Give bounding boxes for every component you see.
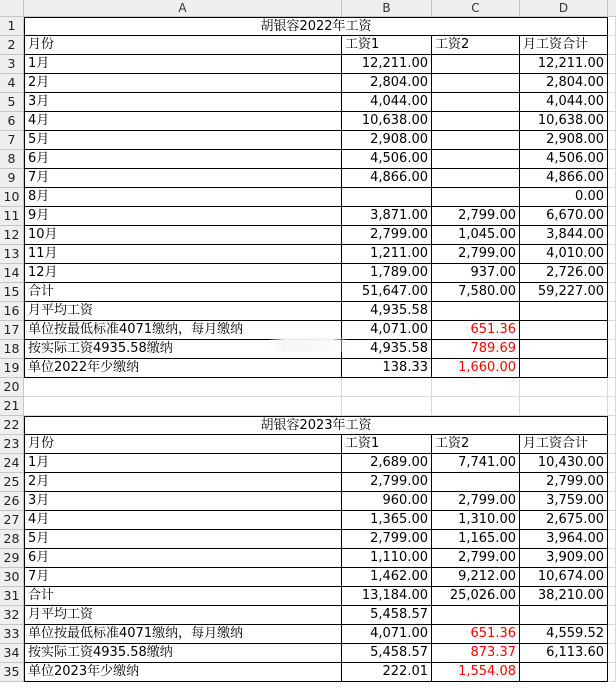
cell-salary1[interactable]: 2,804.00 [342,74,432,93]
empty-cell[interactable] [520,397,608,416]
table-header-row-2023 [24,435,616,454]
header-month-total[interactable]: 月工资合计 [520,435,608,454]
cell-e[interactable] [608,302,616,321]
cell-e[interactable] [608,359,616,378]
row-header[interactable]: 8 [0,150,24,169]
cell-e[interactable] [608,207,616,226]
table-row [24,150,616,169]
cell-e[interactable] [608,36,616,55]
column-header-b[interactable]: B [342,0,432,17]
cell-average-label[interactable]: 月平均工资 [24,302,342,321]
cell-e[interactable] [608,511,616,530]
table-row [24,131,616,150]
cell-actual-payment[interactable]: 789.69 [432,340,520,359]
table-row-min-standard-2022 [24,321,616,340]
cell-actual-base[interactable]: 4,935.58 [342,340,432,359]
row-header[interactable]: 17 [0,321,24,340]
cell-min-standard-payment[interactable]: 651.36 [432,625,520,644]
cell-e[interactable] [608,473,616,492]
cell-month-total[interactable] [520,340,608,359]
cell-month-total[interactable]: 3,909.00 [520,549,608,568]
row-header[interactable]: 33 [0,625,24,644]
table-row [24,511,616,530]
table-row [24,492,616,511]
table-row [24,207,616,226]
cell-salary1[interactable]: 960.00 [342,492,432,511]
column-header-c[interactable]: C [432,0,520,17]
row-header[interactable]: 23 [0,435,24,454]
cell-salary1-total[interactable]: 13,184.00 [342,587,432,606]
row-header[interactable]: 30 [0,568,24,587]
cell-average-value[interactable]: 5,458.57 [342,606,432,625]
select-all-corner[interactable] [0,0,24,17]
table-row [24,530,616,549]
cell-e[interactable] [608,264,616,283]
cell-month-total[interactable]: 4,010.00 [520,245,608,264]
empty-cell[interactable] [520,378,608,397]
header-month[interactable]: 月份 [24,435,342,454]
cell-e[interactable] [608,606,616,625]
cell-month[interactable]: 6月 [24,150,342,169]
table-header-row-2022 [24,36,616,55]
empty-row [24,397,616,416]
cell-salary2[interactable] [432,93,520,112]
cell-e[interactable] [608,283,616,302]
cell-month-total[interactable]: 10,638.00 [520,112,608,131]
cell-salary2[interactable]: 1,165.00 [432,530,520,549]
table-row [24,549,616,568]
row-header[interactable]: 34 [0,644,24,663]
cell-salary1[interactable]: 1,462.00 [342,568,432,587]
cell-e[interactable] [608,150,616,169]
cell-month[interactable]: 4月 [24,511,342,530]
row-header[interactable]: 21 [0,397,24,416]
cell-month-total[interactable]: 3,759.00 [520,492,608,511]
column-header-e[interactable] [608,0,616,17]
cell-month[interactable]: 1月 [24,55,342,74]
row-header[interactable]: 16 [0,302,24,321]
cell-total-label[interactable]: 合计 [24,283,342,302]
cell-month[interactable]: 4月 [24,112,342,131]
cell-e[interactable] [608,340,616,359]
cell-e[interactable] [608,625,616,644]
cell-shortfall-total[interactable]: 1,554.08 [432,663,520,682]
cell-salary1[interactable] [342,188,432,207]
cell-e[interactable] [608,188,616,207]
cell-salary1[interactable]: 12,211.00 [342,55,432,74]
empty-cell[interactable] [342,378,432,397]
cell-salary2[interactable] [432,55,520,74]
row-header[interactable]: 10 [0,188,24,207]
empty-cell[interactable] [608,378,616,397]
cell-grand-total[interactable]: 38,210.00 [520,587,608,606]
table-row [24,169,616,188]
cell-actual-base[interactable]: 5,458.57 [342,644,432,663]
cell-salary1[interactable]: 1,789.00 [342,264,432,283]
cell-e[interactable] [608,644,616,663]
cell-e[interactable] [608,416,616,435]
table-row [24,55,616,74]
cell-e[interactable] [608,663,616,682]
cell-salary2[interactable] [432,606,520,625]
cell-e[interactable] [608,93,616,112]
cell-month-total[interactable] [520,359,608,378]
cell-salary1[interactable]: 3,871.00 [342,207,432,226]
cell-actual-total[interactable]: 6,113.60 [520,644,608,663]
cell-e[interactable] [608,587,616,606]
header-month-total[interactable]: 月工资合计 [520,36,608,55]
cell-salary1-total[interactable]: 51,647.00 [342,283,432,302]
cell-salary2[interactable]: 9,212.00 [432,568,520,587]
cell-e[interactable] [608,549,616,568]
cell-min-standard-total[interactable]: 4,559.52 [520,625,608,644]
cell-salary2[interactable]: 7,741.00 [432,454,520,473]
cell-salary2[interactable] [432,302,520,321]
cell-month[interactable]: 7月 [24,169,342,188]
row-header[interactable]: 2 [0,36,24,55]
cell-salary1[interactable]: 2,908.00 [342,131,432,150]
cell-month-total[interactable]: 10,430.00 [520,454,608,473]
table-row [24,568,616,587]
row-header[interactable]: 24 [0,454,24,473]
header-salary1[interactable]: 工资1 [342,435,432,454]
cell-total-label[interactable]: 合计 [24,587,342,606]
cell-salary1[interactable]: 1,365.00 [342,511,432,530]
cell-month[interactable]: 7月 [24,568,342,587]
table-row-actual-2023 [24,644,616,663]
cell-month[interactable]: 6月 [24,549,342,568]
row-header[interactable]: 35 [0,663,24,682]
cell-salary1[interactable]: 2,799.00 [342,226,432,245]
cell-salary1[interactable]: 4,506.00 [342,150,432,169]
cell-salary2[interactable] [432,74,520,93]
cell-salary1[interactable]: 2,799.00 [342,473,432,492]
cell-e[interactable] [608,435,616,454]
cell-actual-label[interactable]: 按实际工资4935.58缴纳 [24,644,342,663]
cell-month[interactable]: 5月 [24,131,342,150]
cell-salary2[interactable]: 2,799.00 [432,492,520,511]
cell-month-total[interactable]: 10,674.00 [520,568,608,587]
table-row [24,264,616,283]
cell-month-total[interactable] [520,663,608,682]
cell-actual-payment[interactable]: 873.37 [432,644,520,663]
header-salary1[interactable]: 工资1 [342,36,432,55]
cell-e[interactable] [608,131,616,150]
table-row [24,74,616,93]
cell-month-total[interactable]: 4,866.00 [520,169,608,188]
row-header[interactable]: 1 [0,17,24,36]
cell-salary2[interactable]: 2,799.00 [432,245,520,264]
cell-min-standard-base[interactable]: 4,071.00 [342,321,432,340]
header-salary2[interactable]: 工资2 [432,435,520,454]
cell-salary2-total[interactable]: 25,026.00 [432,587,520,606]
empty-cell[interactable] [432,378,520,397]
cell-salary2[interactable]: 2,799.00 [432,549,520,568]
cell-month-total[interactable] [520,606,608,625]
cell-salary2[interactable] [432,473,520,492]
cell-shortfall-monthly[interactable]: 138.33 [342,359,432,378]
cell-e[interactable] [608,55,616,74]
cell-salary1[interactable]: 1,110.00 [342,549,432,568]
row-header[interactable]: 3 [0,55,24,74]
row-header[interactable]: 7 [0,131,24,150]
cell-month-total[interactable] [520,321,608,340]
table-row [24,473,616,492]
empty-cell[interactable] [608,397,616,416]
cell-e[interactable] [608,245,616,264]
cell-month[interactable]: 10月 [24,226,342,245]
table-row [24,112,616,131]
row-header[interactable]: 26 [0,492,24,511]
row-header[interactable]: 22 [0,416,24,435]
cell-min-standard-label[interactable]: 单位按最低标准4071缴纳，每月缴纳 [24,625,342,644]
cell-shortfall-label[interactable]: 单位2023年少缴纳 [24,663,342,682]
cell-month[interactable]: 3月 [24,93,342,112]
empty-cell[interactable] [342,397,432,416]
table-row-title-2022 [24,17,616,36]
table-row-shortfall-2023 [24,663,616,682]
cell-month[interactable]: 12月 [24,264,342,283]
row-header[interactable]: 13 [0,245,24,264]
cell-salary1[interactable]: 10,638.00 [342,112,432,131]
cell-shortfall-total[interactable]: 1,660.00 [432,359,520,378]
table-row-min-standard-2023 [24,625,616,644]
row-header[interactable]: 19 [0,359,24,378]
table-row-actual-2022 [24,340,616,359]
cell-month-total[interactable]: 2,804.00 [520,74,608,93]
row-header[interactable]: 11 [0,207,24,226]
row-header[interactable]: 32 [0,606,24,625]
row-header[interactable]: 27 [0,511,24,530]
cell-e[interactable] [608,112,616,131]
row-header[interactable]: 5 [0,93,24,112]
cell-salary2[interactable] [432,131,520,150]
table-row [24,188,616,207]
table-row [24,454,616,473]
table-row [24,226,616,245]
cell-month[interactable]: 11月 [24,245,342,264]
cell-salary2[interactable]: 1,045.00 [432,226,520,245]
cell-salary1[interactable]: 1,211.00 [342,245,432,264]
cell-month[interactable]: 2月 [24,473,342,492]
empty-cell[interactable] [432,397,520,416]
row-header[interactable]: 15 [0,283,24,302]
row-header[interactable]: 28 [0,530,24,549]
cell-e[interactable] [608,530,616,549]
table-row-average-2023 [24,606,616,625]
cell-e[interactable] [608,17,616,36]
cell-e[interactable] [608,226,616,245]
column-header-a[interactable]: A [24,0,342,17]
cell-salary1[interactable]: 2,689.00 [342,454,432,473]
table-row-average-2022 [24,302,616,321]
cell-month-total[interactable]: 2,675.00 [520,511,608,530]
row-header[interactable]: 4 [0,74,24,93]
cell-e[interactable] [608,321,616,340]
cell-month[interactable]: 5月 [24,530,342,549]
cell-e[interactable] [608,454,616,473]
cell-average-value[interactable]: 4,935.58 [342,302,432,321]
column-header-d[interactable]: D [520,0,608,17]
table-row-shortfall-2022 [24,359,616,378]
cell-month[interactable]: 3月 [24,492,342,511]
row-header[interactable]: 18 [0,340,24,359]
cell-shortfall-monthly[interactable]: 222.01 [342,663,432,682]
cell-e[interactable] [608,492,616,511]
row-header[interactable]: 6 [0,112,24,131]
row-header[interactable]: 31 [0,587,24,606]
row-header[interactable]: 9 [0,169,24,188]
cell-actual-label[interactable]: 按实际工资4935.58缴纳 [24,340,342,359]
row-header[interactable]: 14 [0,264,24,283]
cell-salary2[interactable] [432,188,520,207]
empty-row [24,378,616,397]
table-title-2022[interactable]: 胡银容2022年工资 [24,17,608,36]
header-salary2[interactable]: 工资2 [432,36,520,55]
cell-salary2[interactable] [432,150,520,169]
table-row [24,245,616,264]
cell-salary2[interactable]: 937.00 [432,264,520,283]
cell-month-total[interactable] [520,302,608,321]
table-row-total-2023 [24,587,616,606]
cell-grand-total[interactable]: 59,227.00 [520,283,608,302]
cell-salary2[interactable] [432,169,520,188]
cell-month-total[interactable]: 0.00 [520,188,608,207]
cell-salary2[interactable]: 1,310.00 [432,511,520,530]
cell-month-total[interactable]: 2,908.00 [520,131,608,150]
cell-month-total[interactable]: 6,670.00 [520,207,608,226]
table-title-2023[interactable]: 胡银容2023年工资 [24,416,608,435]
table-row-total-2022 [24,283,616,302]
cell-e[interactable] [608,568,616,587]
cell-month-total[interactable]: 3,844.00 [520,226,608,245]
cell-month-total[interactable]: 4,044.00 [520,93,608,112]
table-row [24,93,616,112]
cell-min-standard-payment[interactable]: 651.36 [432,321,520,340]
cell-min-standard-base[interactable]: 4,071.00 [342,625,432,644]
cell-salary2[interactable]: 2,799.00 [432,207,520,226]
cell-month[interactable]: 8月 [24,188,342,207]
table-row-title-2023 [24,416,616,435]
row-header[interactable]: 29 [0,549,24,568]
cell-salary2[interactable] [432,112,520,131]
cell-salary1[interactable]: 4,866.00 [342,169,432,188]
empty-cell[interactable] [24,378,342,397]
cell-month-total[interactable]: 2,726.00 [520,264,608,283]
cell-month[interactable]: 2月 [24,74,342,93]
row-header[interactable]: 20 [0,378,24,397]
row-header[interactable]: 25 [0,473,24,492]
cell-month-total[interactable]: 3,964.00 [520,530,608,549]
cell-e[interactable] [608,74,616,93]
cell-salary1[interactable]: 2,799.00 [342,530,432,549]
cell-month-total[interactable]: 2,799.00 [520,473,608,492]
cell-shortfall-label[interactable]: 单位2022年少缴纳 [24,359,342,378]
cell-month[interactable]: 9月 [24,207,342,226]
empty-cell[interactable] [24,397,342,416]
cell-salary2-total[interactable]: 7,580.00 [432,283,520,302]
cell-e[interactable] [608,169,616,188]
cell-month[interactable]: 1月 [24,454,342,473]
cell-month-total[interactable]: 4,506.00 [520,150,608,169]
row-header[interactable]: 12 [0,226,24,245]
cell-month-total[interactable]: 12,211.00 [520,55,608,74]
cell-average-label[interactable]: 月平均工资 [24,606,342,625]
header-month[interactable]: 月份 [24,36,342,55]
cell-min-standard-label[interactable]: 单位按最低标准4071缴纳，每月缴纳 [24,321,342,340]
cell-salary1[interactable]: 4,044.00 [342,93,432,112]
